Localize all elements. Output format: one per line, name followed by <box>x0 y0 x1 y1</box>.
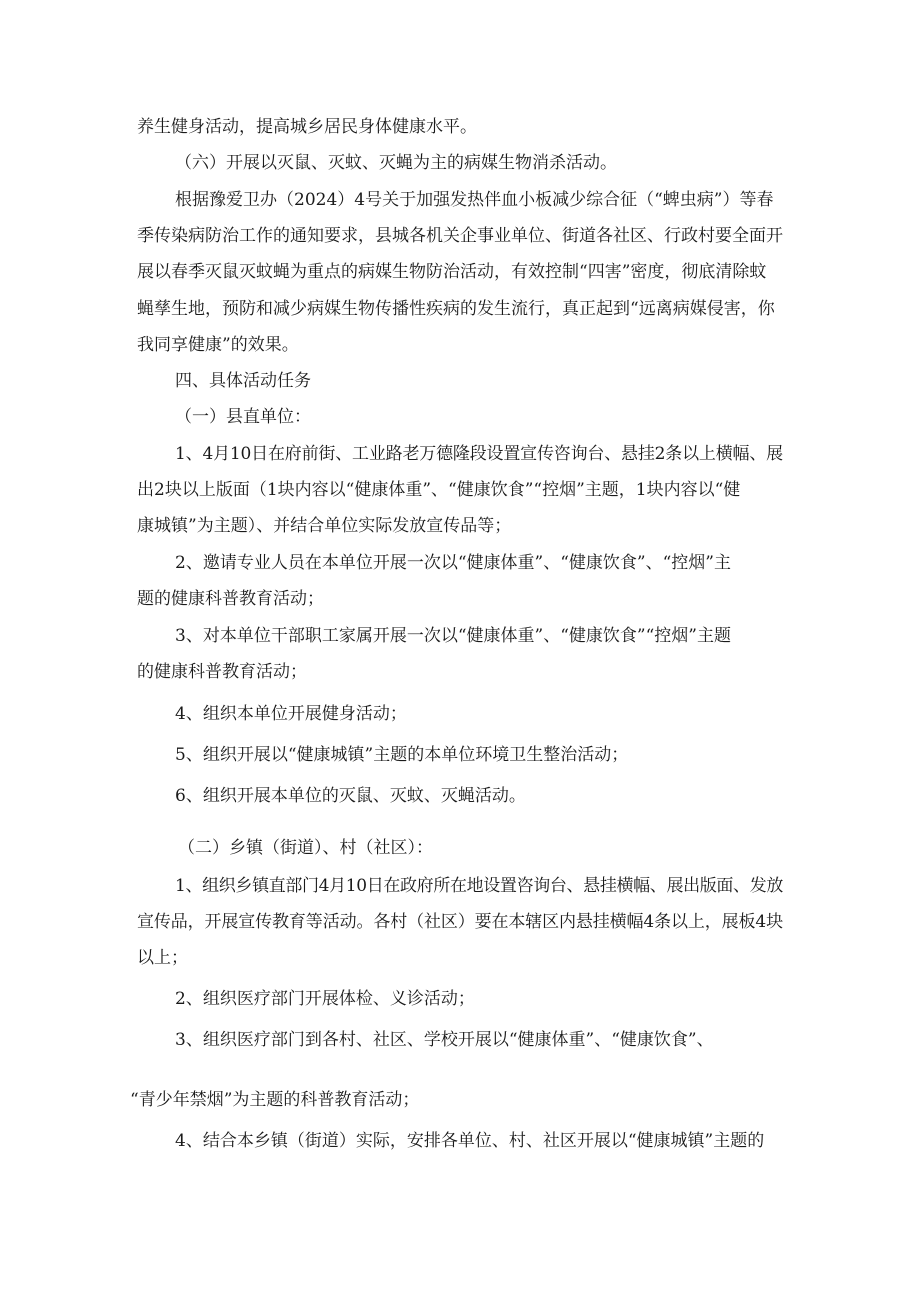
line-text: （一）县直单位： <box>175 407 311 427</box>
line-text: 题的健康科普教育活动； <box>137 589 324 609</box>
line-text: 季传染病防治工作的通知要求，县城各机关企事业单位、街道各社区、行政村要全面开 <box>137 226 783 246</box>
line-text: “青少年禁烟”为主题的科普教育活动； <box>130 1090 420 1110</box>
line-text: 展以春季灭鼠灭蚊蝇为重点的病媒生物防治活动，有效控制“四害”密度，彻底清除蚊 <box>137 262 767 282</box>
line-text: 4、结合本乡镇（街道）实际，安排各单位、村、社区开展以“健康城镇”主题的 <box>175 1131 765 1151</box>
line-text: （二）乡镇（街道）、村（社区）： <box>178 838 433 858</box>
line-text: 出2块以上版面（1块内容以“健康体重”、“健康饮食”“控烟”主题，1块内容以“健 <box>137 480 741 500</box>
line-text: （六）开展以灭鼠、灭蚊、灭蝇为主的病媒生物消杀活动。 <box>175 153 617 173</box>
line-text: 2、组织医疗部门开展体检、义诊活动； <box>175 989 475 1009</box>
line-text: 康城镇”为主题）、并结合单位实际发放宣传品等； <box>137 516 512 536</box>
line-text: 根据豫爱卫办（2024）4号关于加强发热伴血小板减少综合征（“蜱虫病”）等春 <box>175 190 774 210</box>
line-text: 宣传品，开展宣传教育等活动。各村（社区）要在本辖区内悬挂横幅4条以上，展板4块 <box>137 912 783 932</box>
line-text: 3、对本单位干部职工家属开展一次以“健康体重”、“健康饮食”“控烟”主题 <box>175 626 731 646</box>
line-text: 以上； <box>137 948 188 968</box>
line-text: 5、组织开展以“健康城镇”主题的本单位环境卫生整治活动； <box>175 745 629 765</box>
line-text: 3、组织医疗部门到各村、社区、学校开展以“健康体重”、“健康饮食”、 <box>175 1030 714 1050</box>
line-text: 我同享健康”的效果。 <box>137 335 299 355</box>
line-text: 蝇孳生地，预防和减少病媒生物传播性疾病的发生流行，真正起到“远离病媒侵害，你 <box>137 299 775 319</box>
line-text: 的健康科普教育活动； <box>137 662 307 682</box>
line-text: 四、具体活动任务 <box>175 371 311 391</box>
line-text: 1、4月10日在府前街、工业路老万德隆段设置宣传咨询台、悬挂2条以上横幅、展 <box>175 444 783 464</box>
line-text: 2、邀请专业人员在本单位开展一次以“健康体重”、“健康饮食”、“控烟”主 <box>175 553 731 573</box>
line-text: 养生健身活动，提高城乡居民身体健康水平。 <box>137 117 477 137</box>
line-text: 4、组织本单位开展健身活动； <box>175 704 407 724</box>
line-text: 6、组织开展本单位的灭鼠、灭蚊、灭蝇活动。 <box>175 786 526 806</box>
line-text: 1、组织乡镇直部门4月10日在政府所在地设置咨询台、悬挂横幅、展出版面、发放 <box>175 876 783 896</box>
